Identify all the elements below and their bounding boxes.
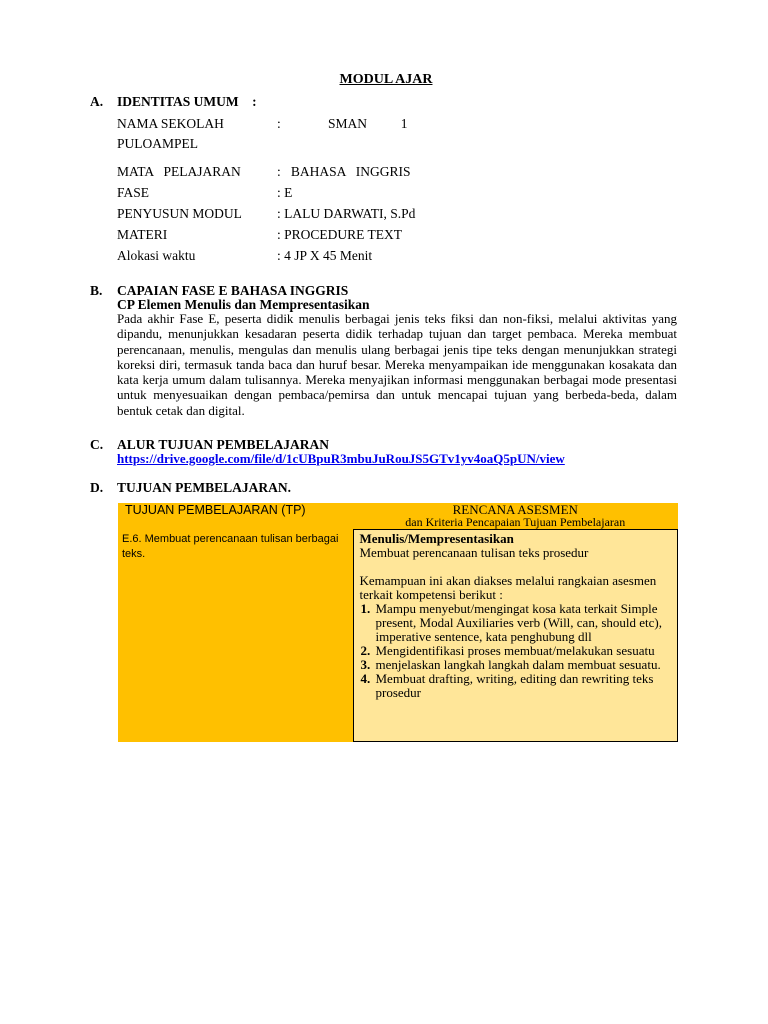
identity-row-author: PENYUSUN MODUL : LALU DARWATI, S.Pd xyxy=(117,206,416,221)
tp-column-header: TUJUAN PEMBELAJARAN (TP) xyxy=(118,503,353,530)
asesmen-cell xyxy=(353,530,678,742)
document-title: MODUL AJAR xyxy=(339,72,433,87)
tujuan-table-header xyxy=(118,503,678,530)
section-d-heading: D. TUJUAN PEMBELAJARAN. xyxy=(90,480,292,495)
tujuan-table-row xyxy=(118,530,678,742)
asesmen-column-header: RENCANA ASESMEN dan Kriteria Pencapaian Tujuan Pembelajaran xyxy=(353,503,678,530)
alur-tujuan-link[interactable]: https://drive.google.com/file/d/1cUBpuR3mbuJuRouJS5GTv1yv4oaQ5pUN/view xyxy=(117,451,565,466)
list-item: 4. Membuat drafting, writing, editing dan rewriting teks prosedur xyxy=(374,672,672,700)
section-c-heading: C. ALUR TUJUAN PEMBELAJARAN xyxy=(90,437,330,452)
section-a-heading: A. IDENTITAS UMUM : xyxy=(90,94,257,109)
section-b-subheading: CP Elemen Menulis dan Mempresentasikan xyxy=(117,297,370,312)
identity-row-time: Alokasi waktu : 4 JP X 45 Menit xyxy=(117,248,373,263)
section-b-heading: B. CAPAIAN FASE E BAHASA INGGRIS xyxy=(90,283,349,298)
identity-row-school-cont: PULOAMPEL xyxy=(117,136,199,151)
asesmen-title: Menulis/Mempresentasikan xyxy=(359,531,514,546)
asesmen-intro: Kemampuan ini akan diakses melalui rangkaian asesmen terkait kompetensi berikut : xyxy=(359,573,657,602)
tp-cell: E.6. Membuat perencanaan tulisan berbagai teks. xyxy=(118,530,353,742)
section-b-paragraph: Pada akhir Fase E, peserta didik menulis berbagai jenis teks fiksi dan non-fiksi, melalui aktivitas yang dipandu, menunjukkan kesadaran peserta didik terhadap tujuan dan target pembaca. Mereka membuat perencanaan, menulis, mengulas dan menulis ulang berbagai jenis tipe teks dengan menunjukkan strategi koreksi diri, termasuk tanda baca dan huruf besar. Mereka menyampaikan ide menggunakan kosakata dan kata kerja umum dalam tulisannya. Mereka menyajikan informasi menggunakan berbagai mode presentasi untuk menyesuaikan dengan pembaca/pemirsa dan untuk mencapai tujuan yang berbeda-beda, dalam bentuk cetak dan digital. xyxy=(117,311,677,418)
competency-list xyxy=(360,602,672,700)
list-item: 2. Mengidentifikasi proses membuat/melakukan sesuatu xyxy=(374,644,672,658)
identity-row-material: MATERI : PROCEDURE TEXT xyxy=(117,227,403,242)
identity-row-phase: FASE : E xyxy=(117,185,293,200)
identity-row-subject: MATA PELAJARAN : BAHASA INGGRIS xyxy=(117,164,411,179)
tujuan-table xyxy=(118,503,678,742)
list-item: 1. Mampu menyebut/mengingat kosa kata terkait Simple present, Modal Auxiliaries verb (Will, can, should etc), imperative sentence, kata penghubung dll xyxy=(374,602,672,644)
identity-row-school: NAMA SEKOLAH : SMAN 1 xyxy=(117,116,408,131)
asesmen-desc: Membuat perencanaan tulisan teks prosedur xyxy=(359,545,589,560)
list-item: 3. menjelaskan langkah langkah dalam membuat sesuatu. xyxy=(374,658,672,672)
